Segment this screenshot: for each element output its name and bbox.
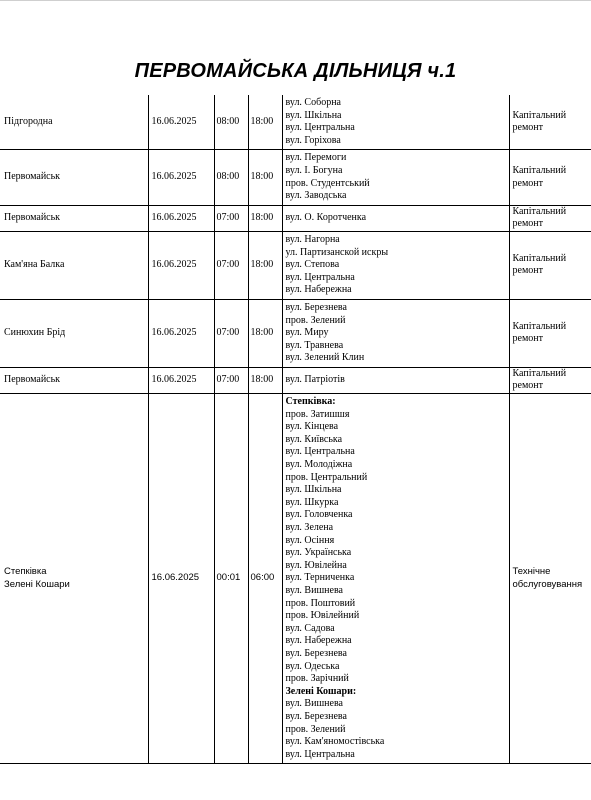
end-time-cell: 18:00: [248, 299, 282, 367]
street-item: вул. Перемоги: [285, 152, 347, 164]
street-item: вул. Українська: [285, 547, 352, 559]
start-time-cell: 07:00: [214, 367, 248, 393]
street-item: вул. Терниченка: [285, 572, 355, 584]
street-item: вул. Центральна: [285, 748, 355, 760]
street-item: вул. Шкільна: [285, 109, 342, 121]
street-item: вул. Березнева: [285, 301, 347, 313]
table-row: [0, 150, 591, 205]
page-title: ПЕРВОМАЙСЬКА ДІЛЬНИЦЯ ч.1: [134, 60, 457, 82]
table-row: [0, 205, 591, 231]
street-item: вул. Зелений Клин: [285, 352, 365, 364]
locality-cell: Синюхин Брід: [0, 299, 148, 367]
street-item: вул. Центральна: [285, 446, 355, 458]
locality-cell: Первомайськ: [0, 367, 148, 393]
streets-cell: [282, 205, 509, 231]
street-item: вул. Березнева: [285, 710, 347, 722]
date-cell: 16.06.2025: [148, 299, 214, 367]
street-item: ул. Партизанской искры: [285, 246, 389, 258]
table-row: [0, 231, 591, 299]
end-time-cell: 18:00: [248, 150, 282, 205]
street-group-heading: Степківка:: [285, 396, 336, 408]
table-row: [0, 367, 591, 393]
locality-cell: Кам'яна Балка: [0, 231, 148, 299]
end-time-cell: 18:00: [248, 205, 282, 231]
street-item: вул. Центральна: [285, 271, 355, 283]
street-item: пров. Студентський: [285, 177, 370, 189]
streets-cell: [282, 95, 509, 150]
end-time-cell: 18:00: [248, 231, 282, 299]
street-item: пров. Затишшя: [285, 408, 350, 420]
reason-cell: Технічне обслуговування: [509, 394, 591, 764]
locality-cell: Підгородна: [0, 95, 148, 150]
street-item: вул. Головченка: [285, 509, 353, 521]
date-cell: 16.06.2025: [148, 95, 214, 150]
reason-cell: Капітальний ремонт: [509, 231, 591, 299]
street-item: вул. Кінцева: [285, 421, 339, 433]
reason-cell: Капітальний ремонт: [509, 150, 591, 205]
streets-cell: [282, 231, 509, 299]
street-item: вул. Центральна: [285, 122, 355, 134]
table-row: [0, 95, 591, 150]
streets-cell: [282, 150, 509, 205]
street-item: вул. Степова: [285, 259, 340, 271]
street-item: вул. Молодіжна: [285, 459, 353, 471]
street-item: вул. Вишнева: [285, 584, 343, 596]
street-item: вул. Садова: [285, 622, 335, 634]
street-item: вул. Травнева: [285, 339, 344, 351]
street-item: вул. Шкільна: [285, 484, 342, 496]
table-row: [0, 394, 591, 764]
streets-cell: [282, 394, 509, 764]
table-body: [0, 95, 591, 764]
street-item: вул. І. Богуна: [285, 164, 343, 176]
end-time-cell: 18:00: [248, 367, 282, 393]
start-time-cell: 08:00: [214, 150, 248, 205]
date-cell: 16.06.2025: [148, 367, 214, 393]
streets-cell: [282, 367, 509, 393]
street-item: вул. Березнева: [285, 647, 347, 659]
street-group-heading: Зелені Кошари:: [285, 685, 357, 697]
street-item: пров. Ювілейний: [285, 610, 360, 622]
street-item: пров. Центральний: [285, 471, 368, 483]
street-item: вул. Горіхова: [285, 134, 341, 146]
reason-cell: Капітальний ремонт: [509, 299, 591, 367]
end-time-cell: 18:00: [248, 95, 282, 150]
outage-schedule-table: [0, 95, 591, 764]
start-time-cell: 07:00: [214, 205, 248, 231]
top-divider: [0, 0, 591, 1]
street-item: вул. Соборна: [285, 97, 341, 108]
street-item: вул. Миру: [285, 327, 329, 339]
street-item: вул. Патріотів: [285, 374, 345, 386]
locality-cell: Степківка Зелені Кошари: [0, 394, 148, 764]
start-time-cell: 00:01: [214, 394, 248, 764]
date-cell: 16.06.2025: [148, 150, 214, 205]
street-item: вул. Заводська: [285, 190, 347, 202]
street-item: пров. Зелений: [285, 314, 346, 326]
street-item: вул. Одеська: [285, 660, 340, 672]
street-item: вул. Осіння: [285, 534, 335, 546]
date-cell: 16.06.2025: [148, 205, 214, 231]
end-time-cell: 06:00: [248, 394, 282, 764]
street-item: вул. Нагорна: [285, 233, 340, 245]
street-item: пров. Зелений: [285, 723, 346, 735]
street-item: пров. Поштовий: [285, 597, 356, 609]
street-item: пров. Зарічний: [285, 673, 349, 685]
streets-cell: [282, 299, 509, 367]
start-time-cell: 08:00: [214, 95, 248, 150]
reason-cell: Капітальний ремонт: [509, 205, 591, 231]
reason-cell: Капітальний ремонт: [509, 95, 591, 150]
street-item: вул. Ювілейна: [285, 559, 347, 571]
date-cell: 16.06.2025: [148, 394, 214, 764]
start-time-cell: 07:00: [214, 299, 248, 367]
reason-cell: Капітальний ремонт: [509, 367, 591, 393]
table-row: [0, 299, 591, 367]
start-time-cell: 07:00: [214, 231, 248, 299]
street-item: вул. О. Коротченка: [285, 212, 367, 224]
date-cell: 16.06.2025: [148, 231, 214, 299]
street-item: вул. Зелена: [285, 522, 334, 533]
street-item: вул. Кам'яномостівська: [285, 736, 385, 748]
locality-cell: Первомайськ: [0, 205, 148, 231]
locality-cell: Первомайськ: [0, 150, 148, 205]
street-item: вул. Набережна: [285, 635, 352, 647]
street-item: вул. Шкурка: [285, 496, 339, 508]
street-item: вул. Набережна: [285, 284, 352, 296]
street-item: вул. Вишнева: [285, 698, 343, 710]
street-item: вул. Київська: [285, 433, 343, 445]
